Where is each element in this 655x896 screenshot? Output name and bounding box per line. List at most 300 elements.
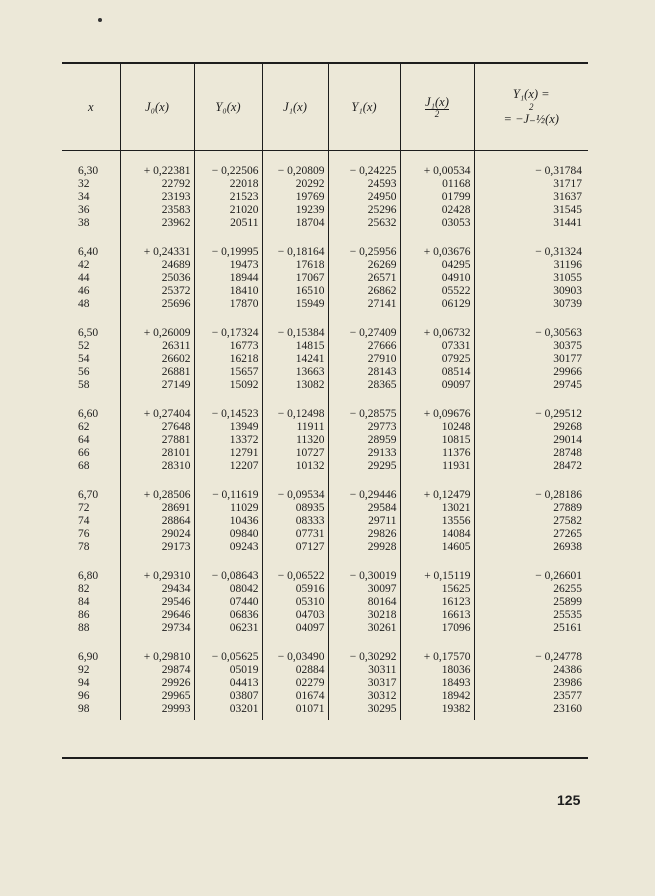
- j-half-value: 19382: [400, 703, 474, 716]
- j0-value: + 0,26009: [120, 327, 194, 340]
- x-value: 76: [78, 528, 90, 540]
- y0-value: 03807: [194, 690, 262, 703]
- spacer-cell: [62, 151, 120, 166]
- spacer-cell: [474, 635, 588, 651]
- table-row: [62, 447, 588, 460]
- y0-value: 22018: [194, 178, 262, 191]
- j-half-value: 09097: [400, 379, 474, 392]
- table-row: [62, 246, 588, 259]
- y0-value: 19473: [194, 259, 262, 272]
- table-header: [62, 64, 588, 151]
- j0-value: 26311: [120, 340, 194, 353]
- y1-value: 27910: [328, 353, 400, 366]
- j0-value: + 0,29310: [120, 570, 194, 583]
- spacer-cell: [62, 716, 120, 720]
- y0-value: 16773: [194, 340, 262, 353]
- y1-value: 29928: [328, 541, 400, 554]
- j1-value: 18704: [262, 217, 328, 230]
- spacer-cell: [62, 230, 120, 246]
- j-half-value: 18036: [400, 664, 474, 677]
- j-half-value: + 0,09676: [400, 408, 474, 421]
- j-half-value: + 0,17570: [400, 651, 474, 664]
- spacer-cell: [120, 554, 194, 570]
- j1-value: 02884: [262, 664, 328, 677]
- x-value: 88: [78, 622, 90, 634]
- j-half-value: 04295: [400, 259, 474, 272]
- x-value: 32: [78, 178, 90, 190]
- y-half-value: 30739: [474, 298, 588, 311]
- y1-value: 27141: [328, 298, 400, 311]
- y0-value: 15092: [194, 379, 262, 392]
- j-half-value: 14605: [400, 541, 474, 554]
- x-value: 98: [78, 703, 90, 715]
- spacer-cell: [194, 311, 262, 327]
- spacer-cell: [62, 554, 120, 570]
- table-row: [62, 191, 588, 204]
- j1-value: 19769: [262, 191, 328, 204]
- spacer-cell: [400, 716, 474, 720]
- j-half-value: 15625: [400, 583, 474, 596]
- y0-value: 06231: [194, 622, 262, 635]
- y0-value: 18944: [194, 272, 262, 285]
- j0-value: 27648: [120, 421, 194, 434]
- y-half-value: − 0,30563: [474, 327, 588, 340]
- y0-value: 04413: [194, 677, 262, 690]
- j1-value: 11911: [262, 421, 328, 434]
- spacer-cell: [328, 554, 400, 570]
- table-row: [62, 259, 588, 272]
- table-row: [62, 421, 588, 434]
- x-value: 64: [78, 434, 90, 446]
- x-value: 6,90: [78, 651, 99, 663]
- spacer-cell: [262, 716, 328, 720]
- j-half-value: 05522: [400, 285, 474, 298]
- j-half-value: 13021: [400, 502, 474, 515]
- y-half-value: − 0,31784: [474, 165, 588, 178]
- y-half-value: 29014: [474, 434, 588, 447]
- j1-value: 02279: [262, 677, 328, 690]
- j-half-value: + 0,06732: [400, 327, 474, 340]
- y0-value: − 0,19995: [194, 246, 262, 259]
- y0-value: 03201: [194, 703, 262, 716]
- spacer-cell: [474, 716, 588, 720]
- j0-value: 25372: [120, 285, 194, 298]
- y1-value: − 0,29446: [328, 489, 400, 502]
- spacer-cell: [328, 311, 400, 327]
- spacer-cell: [262, 635, 328, 651]
- j1-value: 14241: [262, 353, 328, 366]
- spacer-cell: [400, 392, 474, 408]
- y1-value: 29295: [328, 460, 400, 473]
- j0-value: 29546: [120, 596, 194, 609]
- y-half-value: 29966: [474, 366, 588, 379]
- spacer-cell: [400, 554, 474, 570]
- j0-value: 29173: [120, 541, 194, 554]
- spacer-cell: [474, 151, 588, 166]
- j1-value: 08333: [262, 515, 328, 528]
- y-half-value: − 0,24778: [474, 651, 588, 664]
- y0-value: 15657: [194, 366, 262, 379]
- y-half-value: 27582: [474, 515, 588, 528]
- x-value: 78: [78, 541, 90, 553]
- y1-value: 30312: [328, 690, 400, 703]
- y-half-value: 27265: [474, 528, 588, 541]
- y-half-value: 31717: [474, 178, 588, 191]
- y1-value: 29711: [328, 515, 400, 528]
- j0-value: 23962: [120, 217, 194, 230]
- table-row: [62, 327, 588, 340]
- j-half-value: + 0,00534: [400, 165, 474, 178]
- y1-value: 80164: [328, 596, 400, 609]
- bessel-function-table: [62, 64, 588, 720]
- x-value: 58: [78, 379, 90, 391]
- table-row: [62, 703, 588, 716]
- x-value: 6,70: [78, 489, 99, 501]
- table-row: [62, 379, 588, 392]
- y-half-value: 25535: [474, 609, 588, 622]
- j1-value: − 0,06522: [262, 570, 328, 583]
- spacer-cell: [62, 473, 120, 489]
- y1-value: 26269: [328, 259, 400, 272]
- table-row: [62, 217, 588, 230]
- j-half-numerator: J₁(x): [425, 94, 449, 109]
- y0-value: 21523: [194, 191, 262, 204]
- j-half-value: 18493: [400, 677, 474, 690]
- y1-value: − 0,30019: [328, 570, 400, 583]
- spacer-cell: [120, 716, 194, 720]
- y0-value: − 0,08643: [194, 570, 262, 583]
- spacer-row: [62, 311, 588, 327]
- y0-value: 09840: [194, 528, 262, 541]
- y-half-value: 29745: [474, 379, 588, 392]
- j0-value: 29734: [120, 622, 194, 635]
- y0-value: − 0,17324: [194, 327, 262, 340]
- y-half-value: 30375: [474, 340, 588, 353]
- j1-value: − 0,15384: [262, 327, 328, 340]
- spacer-cell: [262, 151, 328, 166]
- y1-value: 25296: [328, 204, 400, 217]
- spacer-cell: [194, 554, 262, 570]
- y0-value: − 0,05625: [194, 651, 262, 664]
- j1-value: − 0,09534: [262, 489, 328, 502]
- spacer-cell: [194, 635, 262, 651]
- table-row: [62, 528, 588, 541]
- spacer-cell: [262, 473, 328, 489]
- y1-value: 30295: [328, 703, 400, 716]
- j0-value: 28310: [120, 460, 194, 473]
- j0-value: 28691: [120, 502, 194, 515]
- x-value: 68: [78, 460, 90, 472]
- j1-value: 13663: [262, 366, 328, 379]
- x-value: 96: [78, 690, 90, 702]
- spacer-cell: [262, 311, 328, 327]
- j-half-value: + 0,15119: [400, 570, 474, 583]
- y0-value: − 0,14523: [194, 408, 262, 421]
- spacer-cell: [194, 716, 262, 720]
- header-y-half: [474, 64, 588, 151]
- x-value: 86: [78, 609, 90, 621]
- j0-value: + 0,22381: [120, 165, 194, 178]
- y1-value: 28365: [328, 379, 400, 392]
- spacer-cell: [400, 230, 474, 246]
- y1-value: 29584: [328, 502, 400, 515]
- y-half-value: 25161: [474, 622, 588, 635]
- table-row: [62, 664, 588, 677]
- j0-value: 29993: [120, 703, 194, 716]
- j0-value: + 0,24331: [120, 246, 194, 259]
- y-half-value: 24386: [474, 664, 588, 677]
- y-half-denominator: 2: [529, 102, 534, 112]
- j1-value: 07127: [262, 541, 328, 554]
- j0-value: 29874: [120, 664, 194, 677]
- header-y0: Y₀(x): [194, 64, 262, 151]
- x-value: 6,60: [78, 408, 99, 420]
- spacer-cell: [120, 151, 194, 166]
- j1-value: 11320: [262, 434, 328, 447]
- j1-value: 01674: [262, 690, 328, 703]
- table-row: [62, 353, 588, 366]
- spacer-cell: [262, 230, 328, 246]
- spacer-cell: [474, 392, 588, 408]
- y-half-value: − 0,31324: [474, 246, 588, 259]
- x-value: 6,40: [78, 246, 99, 258]
- j0-value: 25036: [120, 272, 194, 285]
- table-row: [62, 272, 588, 285]
- y1-value: − 0,28575: [328, 408, 400, 421]
- y0-value: 08042: [194, 583, 262, 596]
- x-value: 52: [78, 340, 90, 352]
- j1-value: − 0,03490: [262, 651, 328, 664]
- j0-value: + 0,29810: [120, 651, 194, 664]
- table-row: [62, 515, 588, 528]
- header-j-half: [400, 64, 474, 151]
- j0-value: 29965: [120, 690, 194, 703]
- x-value: 46: [78, 285, 90, 297]
- y-half-value: 23986: [474, 677, 588, 690]
- j0-value: 25696: [120, 298, 194, 311]
- y-half-value: − 0,29512: [474, 408, 588, 421]
- x-value: 56: [78, 366, 90, 378]
- y1-value: − 0,24225: [328, 165, 400, 178]
- y1-value: 30311: [328, 664, 400, 677]
- y0-value: 10436: [194, 515, 262, 528]
- bessel-table-frame: [62, 62, 588, 759]
- y0-value: 13949: [194, 421, 262, 434]
- y1-value: − 0,30292: [328, 651, 400, 664]
- j1-value: 04097: [262, 622, 328, 635]
- x-value: 42: [78, 259, 90, 271]
- j-half-value: 08514: [400, 366, 474, 379]
- spacer-cell: [262, 554, 328, 570]
- spacer-row: [62, 230, 588, 246]
- j-half-value: 13556: [400, 515, 474, 528]
- spacer-cell: [328, 635, 400, 651]
- j1-value: − 0,18164: [262, 246, 328, 259]
- y-half-value: 26255: [474, 583, 588, 596]
- table-row: [62, 434, 588, 447]
- spacer-cell: [120, 473, 194, 489]
- spacer-cell: [120, 311, 194, 327]
- y-half-value: 28748: [474, 447, 588, 460]
- j-half-value: 01799: [400, 191, 474, 204]
- j0-value: 27149: [120, 379, 194, 392]
- y1-value: 25632: [328, 217, 400, 230]
- j-half-value: 16123: [400, 596, 474, 609]
- y-half-value: 31441: [474, 217, 588, 230]
- spacer-cell: [262, 392, 328, 408]
- y-half-value: 27889: [474, 502, 588, 515]
- y0-value: − 0,11619: [194, 489, 262, 502]
- y0-value: 12791: [194, 447, 262, 460]
- spacer-row: [62, 392, 588, 408]
- y1-value: 26862: [328, 285, 400, 298]
- spacer-cell: [328, 392, 400, 408]
- y0-value: 13372: [194, 434, 262, 447]
- y1-value: 28959: [328, 434, 400, 447]
- spacer-cell: [474, 473, 588, 489]
- y1-value: 30261: [328, 622, 400, 635]
- y1-value: 29773: [328, 421, 400, 434]
- spacer-cell: [194, 473, 262, 489]
- j0-value: 23193: [120, 191, 194, 204]
- y-half-value: 25899: [474, 596, 588, 609]
- x-value: 84: [78, 596, 90, 608]
- table-row: [62, 502, 588, 515]
- j1-value: 07731: [262, 528, 328, 541]
- x-value: 54: [78, 353, 90, 365]
- page-number: 125: [557, 792, 581, 808]
- j1-value: 01071: [262, 703, 328, 716]
- y0-value: 05019: [194, 664, 262, 677]
- spacer-row: [62, 151, 588, 166]
- spacer-cell: [120, 635, 194, 651]
- j-half-value: 06129: [400, 298, 474, 311]
- y-half-value: − 0,26601: [474, 570, 588, 583]
- table-row: [62, 298, 588, 311]
- y0-value: 06836: [194, 609, 262, 622]
- y0-value: 21020: [194, 204, 262, 217]
- j0-value: + 0,27404: [120, 408, 194, 421]
- j0-value: 29646: [120, 609, 194, 622]
- header-x: x: [62, 64, 120, 151]
- j1-value: 20292: [262, 178, 328, 191]
- y-half-value: 23160: [474, 703, 588, 716]
- j1-value: 10132: [262, 460, 328, 473]
- spacer-row: [62, 716, 588, 720]
- table-row: [62, 690, 588, 703]
- j1-value: − 0,20809: [262, 165, 328, 178]
- y1-value: 29826: [328, 528, 400, 541]
- y0-value: 11029: [194, 502, 262, 515]
- y0-value: 07440: [194, 596, 262, 609]
- y-half-value: 30177: [474, 353, 588, 366]
- y-half-value: 28472: [474, 460, 588, 473]
- table-row: [62, 651, 588, 664]
- j0-value: 23583: [120, 204, 194, 217]
- spacer-cell: [62, 635, 120, 651]
- j0-value: 29926: [120, 677, 194, 690]
- j-half-value: 07925: [400, 353, 474, 366]
- table-row: [62, 596, 588, 609]
- j1-value: 08935: [262, 502, 328, 515]
- table-row: [62, 541, 588, 554]
- y0-value: 12207: [194, 460, 262, 473]
- x-value: 66: [78, 447, 90, 459]
- spacer-cell: [328, 716, 400, 720]
- j1-value: 16510: [262, 285, 328, 298]
- print-speck: [98, 18, 102, 22]
- header-j1: J₁(x): [262, 64, 328, 151]
- j0-value: 24689: [120, 259, 194, 272]
- y1-value: 24950: [328, 191, 400, 204]
- j0-value: + 0,28506: [120, 489, 194, 502]
- table-row: [62, 583, 588, 596]
- table-row: [62, 489, 588, 502]
- j0-value: 29434: [120, 583, 194, 596]
- y-half-value: 31055: [474, 272, 588, 285]
- y1-value: 27666: [328, 340, 400, 353]
- spacer-cell: [474, 230, 588, 246]
- table-row: [62, 622, 588, 635]
- y1-value: 28143: [328, 366, 400, 379]
- table-row: [62, 609, 588, 622]
- y1-value: 29133: [328, 447, 400, 460]
- x-value: 6,30: [78, 165, 99, 177]
- y1-value: 30317: [328, 677, 400, 690]
- y-half-value: − 0,28186: [474, 489, 588, 502]
- spacer-cell: [328, 473, 400, 489]
- j1-value: 05310: [262, 596, 328, 609]
- y0-value: 16218: [194, 353, 262, 366]
- spacer-row: [62, 554, 588, 570]
- j0-value: 28101: [120, 447, 194, 460]
- y1-value: 26571: [328, 272, 400, 285]
- y0-value: 17870: [194, 298, 262, 311]
- x-value: 72: [78, 502, 90, 514]
- y-half-line2: = −J₋½(x): [503, 112, 559, 126]
- y-half-value: 29268: [474, 421, 588, 434]
- j1-value: 15949: [262, 298, 328, 311]
- table-row: [62, 340, 588, 353]
- spacer-cell: [120, 392, 194, 408]
- spacer-cell: [120, 230, 194, 246]
- j0-value: 28864: [120, 515, 194, 528]
- j-half-value: 16613: [400, 609, 474, 622]
- spacer-cell: [328, 230, 400, 246]
- table-row: [62, 165, 588, 178]
- spacer-cell: [400, 151, 474, 166]
- j-half-value: 03053: [400, 217, 474, 230]
- j-half-value: + 0,03676: [400, 246, 474, 259]
- spacer-cell: [328, 151, 400, 166]
- j-half-value: 11931: [400, 460, 474, 473]
- spacer-cell: [194, 151, 262, 166]
- y0-value: 18410: [194, 285, 262, 298]
- x-value: 62: [78, 421, 90, 433]
- j-half-denominator: 2: [425, 109, 449, 119]
- table-row: [62, 677, 588, 690]
- table-row: [62, 366, 588, 379]
- y0-value: 20511: [194, 217, 262, 230]
- j-half-value: 11376: [400, 447, 474, 460]
- y1-value: 30097: [328, 583, 400, 596]
- table-row: [62, 460, 588, 473]
- x-value: 74: [78, 515, 90, 527]
- spacer-cell: [400, 311, 474, 327]
- j-half-value: 10815: [400, 434, 474, 447]
- y1-value: 30218: [328, 609, 400, 622]
- spacer-row: [62, 473, 588, 489]
